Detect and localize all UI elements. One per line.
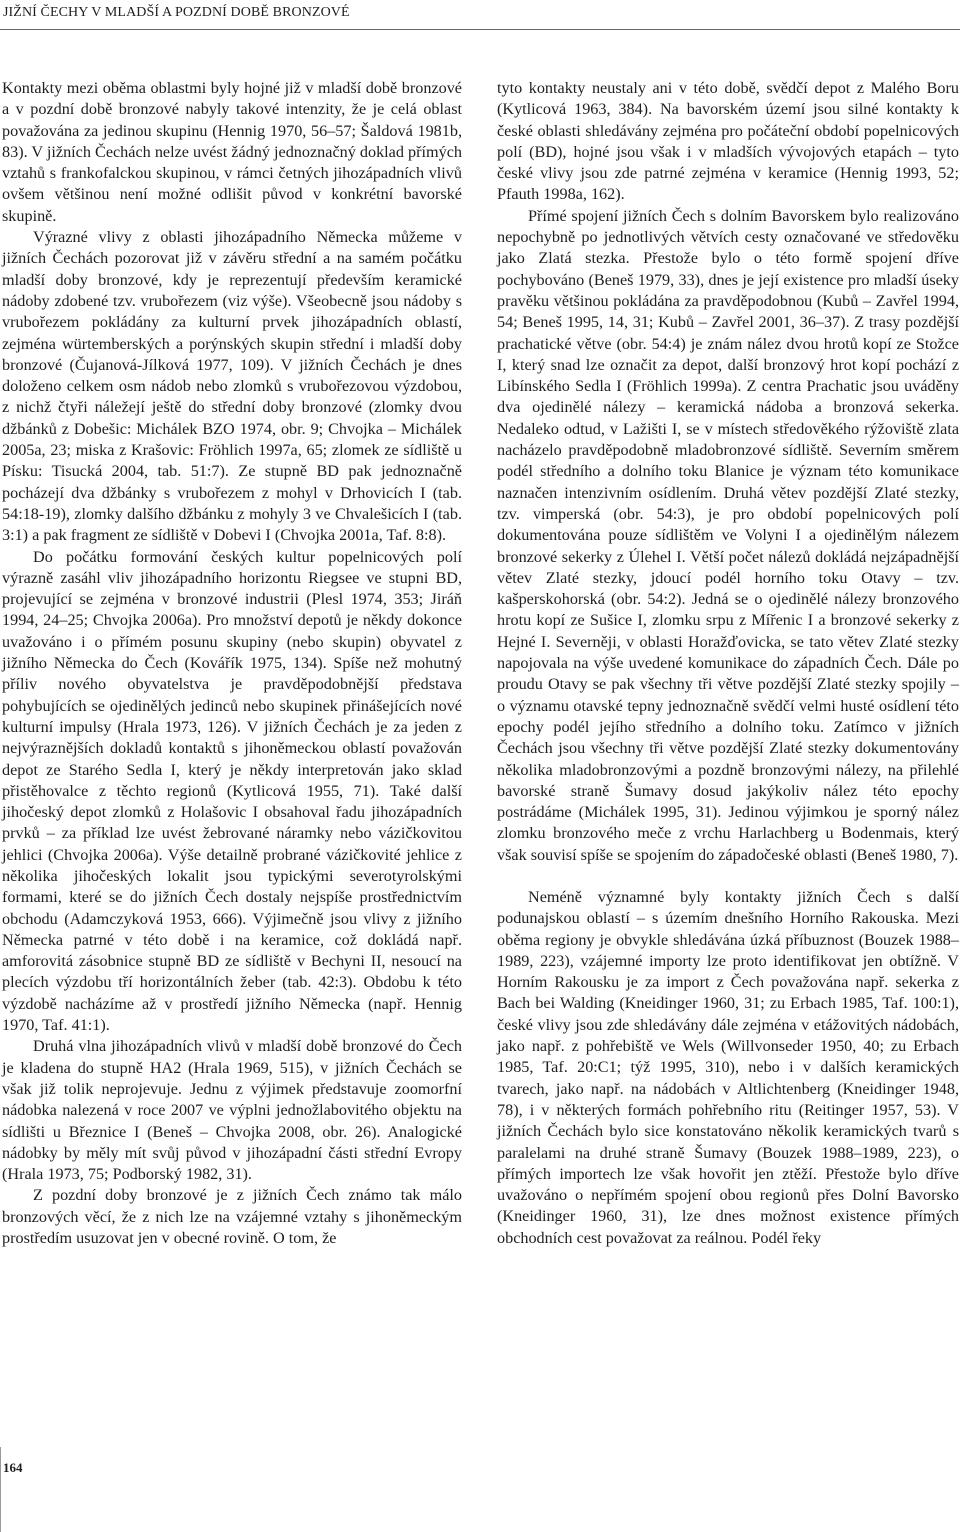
paragraph: Kontakty mezi oběma oblastmi byly hojné již v mladší době bronzové a v pozdní době bronzové nabyly takové intenzity, že je celá oblast považována za jedinou skupinu (Hennig 1970, 56–57; Šaldová 1981b, 83). V jižních Čechách nelze uvést žádný jednoznačný doklad přímých vztahů s frankofalckou skupinou, v rámci četných jihozápadních vlivů ovšem většinou není možné odlišit původ v konkrétní bavorské skupině.: [2, 79, 462, 225]
running-head-title: JIŽNÍ ČECHY V MLADŠÍ A POZDNÍ DOBĚ BRONZOVÉ: [3, 5, 350, 20]
paragraph: Neméně významné byly kontakty jižních Čech s další podunajskou oblastí – s územím dnešního Horního Rakouska. Mezi oběma regiony je obvykle shledávána úzká příbuznost (Bouzek 1988–1989, 223), vzájemné importy lze proto identifikovat jen obtížně. V Horním Rakousku je za import z Čech považována např. sekerka z Bach bei Walding (Kneidinger 1960, 31; zu Erbach 1985, Taf. 100:1), české vlivy jsou zde shledávány dále zejména v etážovitých nádobách, jako např. z pohřebiště ve Wels (Willvonseder 1950, 40; zu Erbach 1985, Taf. 20:C1; týž 1995, 310), nebo i v dalších keramických tvarech, jako např. na nádobách v Altlichtenberg (Kneidinger 1948, 78), i v některých formách pohřebního ritu (Reitinger 1957, 53). V jižních Čechách bylo sice konstatováno několik keramických tvarů s paralelami na druhé straně Šumavy (Bouzek 1988–1989, 223), o přímých importech lze však hovořit jen ztěží. Přestože bylo dříve uvažováno o nepřímém spojení obou regionů přes Dolní Bavorsko (Kneidinger 1960, 31), lze dnes možnost existence přímých obchodních cest považovat za reálnou. Podél řeky: [497, 887, 959, 1247]
paragraph: tyto kontakty neustaly ani v této době, svědčí depot z Malého Boru (Kytlicová 1963, 384). Na bavorském území jsou silné kontakty k české oblasti shledávány zejména pro počáteční období popelnicových polí (BD), hojné jsou však i v mladších vývojových etapách – tyto české vlivy jsou zde patrné zejména v keramice (Hennig 1993, 52; Pfauth 1998a, 162).: [497, 79, 959, 204]
paragraph: Druhá vlna jihozápadních vlivů v mladší době bronzové do Čech je kladena do stupně HA2 (Hrala 1969, 515), v jižních Čechách se však již tolik neprojevuje. Jednu z výjimek představuje zoomorfní nádobka nalezená v roce 2007 ve výplni jednožlabovitého objektu na sídlišti u Březnice I (Beneš – Chvojka 2008, obr. 26). Analogické nádobky by měly mít svůj původ v jihozápadní části střední Evropy (Hrala 1973, 75; Podborský 1982, 31).: [2, 1037, 462, 1184]
paragraph: Z pozdní doby bronzové je z jižních Čech známo tak málo bronzových věcí, že z nich lze na vzájemné vztahy s jihoněmeckým prostředím usuzovat jen v obecné rovině. O tom, že: [2, 1186, 462, 1248]
page-number: 164: [3, 1460, 23, 1475]
right-column: [497, 78, 959, 1249]
paragraph: Přímé spojení jižních Čech s dolním Bavorskem bylo realizováno nepochybně po jednotlivých větvích cesty označované ve středověku jako Zlatá stezka. Přestože bylo o této formě spojení dříve pochybováno (Beneš 1979, 33), dnes je její existence pro mladší úseky pravěku většinou pokládána za pravděpodobnou (Kubů – Zavřel 1994, 54; Beneš 1995, 14, 31; Kubů – Zavřel 2001, 36–37). Z trasy pozdější prachatické větve (obr. 54:4) je znám nález dvou hrotů kopí ze Stožce I, který snad lze označit za depot, další bronzový hrot kopí pochází z Libínského Sedla I (Fröhlich 1999a). Z centra Prachatic jsou uváděny dva ojedinělé nálezy – keramická nádoba a bronzová sekerka. Nedaleko odtud, v Lažišti I, se v místech středověkého rýžoviště zlata nacházelo pravděpodobně mladobronzové sídliště. Severním směrem podél středního a dolního toku Blanice je význam této komunikace naznačen intenzivním osídlením. Druhá větev pozdější Zlaté stezky, tzv. vimperská (obr. 54:3), je pro období popelnicových polí dokumentována pouze sídlištěm ve Volyni I a ojedinělým nálezem bronzové sekerky z Úlehel I. Větší počet nálezů dokládá nejzápadnější větev Zlaté stezky, jdoucí podél horního toku Otavy – tzv. kašperskohorská (obr. 54:2). Jedná se o ojedinělé nálezy bronzového hrotu kopí ze Sušice I, zlomku srpu z Mířenic I a bronzové sekerky z Hejné I. Severněji, v oblasti Horažďovicka, se tato větev Zlaté stezky napojovala na výše uvedené komunikace do západních Čech. Dále po proudu Otavy se pak všechny tři větve pozdější Zlaté stezky spojily – o významu otavské tepny jednoznačně svědčí velmi husté osídlení této epochy podél jejího středního a dolního toku. Zatímco v jižních Čechách jsou všechny tři větve pozdější Zlaté stezky dokumentovány několika mladobronzovými a pozdně bronzovými nálezy, na přilehlé bavorské straně Šumavy dosud jakýkoliv nález této epochy postrádáme (Michálek 1995, 31). Jedinou výjimkou je sporný nález zlomku bronzového meče z vrchu Harlachberg u Bodenmais, který však souvisí spíše se spojením do západočeské oblasti (Beneš 1980, 7).: [497, 206, 959, 864]
paragraph: Výrazné vlivy z oblasti jihozápadního Německa můžeme v jižních Čechách pozorovat již v závěru střední a na samém počátku mladší doby bronzové, kdy je reprezentují především keramické nádoby zdobené tzv. vrubořezem (viz výše). Všeobecně jsou nádoby s vrubořezem pokládány za kulturní prvek jihozápadních oblastí, zejména würtemberských a porýnských skupin střední i mladší doby bronzové (Čujanová-Jílková 1977, 109). V jižních Čechách je dnes doloženo celkem osm nádob nebo zlomků s vrubořezovou výzdobou, z nichž čtyři náležejí ještě do střední doby bronzové (zlomky dvou džbánků z Dobešic: Michálek BZO 1974, obr. 9; Chvojka – Michálek 2005a, 23; miska z Krašovic: Fröhlich 1997a, 65; zlomek ze sídliště u Písku: Tisucká 2004, tab. 51:7). Ze stupně BD pak jednoznačně pocházejí dva džbánky s vrubořezem z mohyl v Drhovicích I (tab. 54:18-19), zlomky dalšího džbánku z mohyly 3 ve Chvalešicích I (tab. 3:1) a pak fragment ze sídliště v Dobevi I (Chvojka 2001a, Taf. 8:8).: [2, 228, 462, 545]
paragraph: Do počátku formování českých kultur popelnicových polí výrazně zasáhl vliv jihozápadního horizontu Riegsee ve stupni BD, projevující se zejména v bronzové industrii (Plesl 1974, 353; Jiráň 1994, 24–25; Chvojka 2006a). Pro množství depotů je někdy dokonce uvažováno i o přímém posunu skupiny (nebo skupin) obyvatel z jižního Německa do Čech (Kovářík 1975, 134). Spíše než mohutný příliv nového obyvatelstva je pravděpodobnější představa pohybujících se ojedinělých jedinců nebo skupinek přinášejících nové kulturní impulsy (Hrala 1973, 126). V jižních Čechách je za jeden z nejvýraznějších dokladů kontaktů s jihoněmeckou oblastí považován depot ze Starého Sedla I, který je někdy interpretován jako sklad přistěhovalce z těchto regionů (Kytlicová 1955, 71). Také další jihočeský depot zlomků z Holašovic I obsahoval řadu jihozápadních prvků – za příklad lze uvést žebrované náramky nebo vázičkovitou jehlici (Chvojka 2006a). Výše detailně probrané vázičkovité jehlice z několika jihočeských lokalit jsou typickými severotyrolskými formami, které se do jižních Čech dostaly nejspíše prostřednictvím obchodu (Adamczyková 1953, 666). Výjimečně jsou vlivy z jižního Německa patrné v této době i na keramice, což dokládá např. amforovitá zásobnice stupně BD ze sídliště v Bechyni II, nesoucí na plecích výzdobu tří horizontálních žeber (tab. 42:3). Obdobu k této výzdobě nacházíme až v prostředí jižního Německa (např. Hennig 1970, Taf. 41:1).: [2, 547, 462, 1035]
footer-rule: [0, 1447, 1, 1532]
running-head: [0, 0, 960, 30]
left-column: [2, 78, 462, 1249]
header-rule: [0, 29, 960, 30]
